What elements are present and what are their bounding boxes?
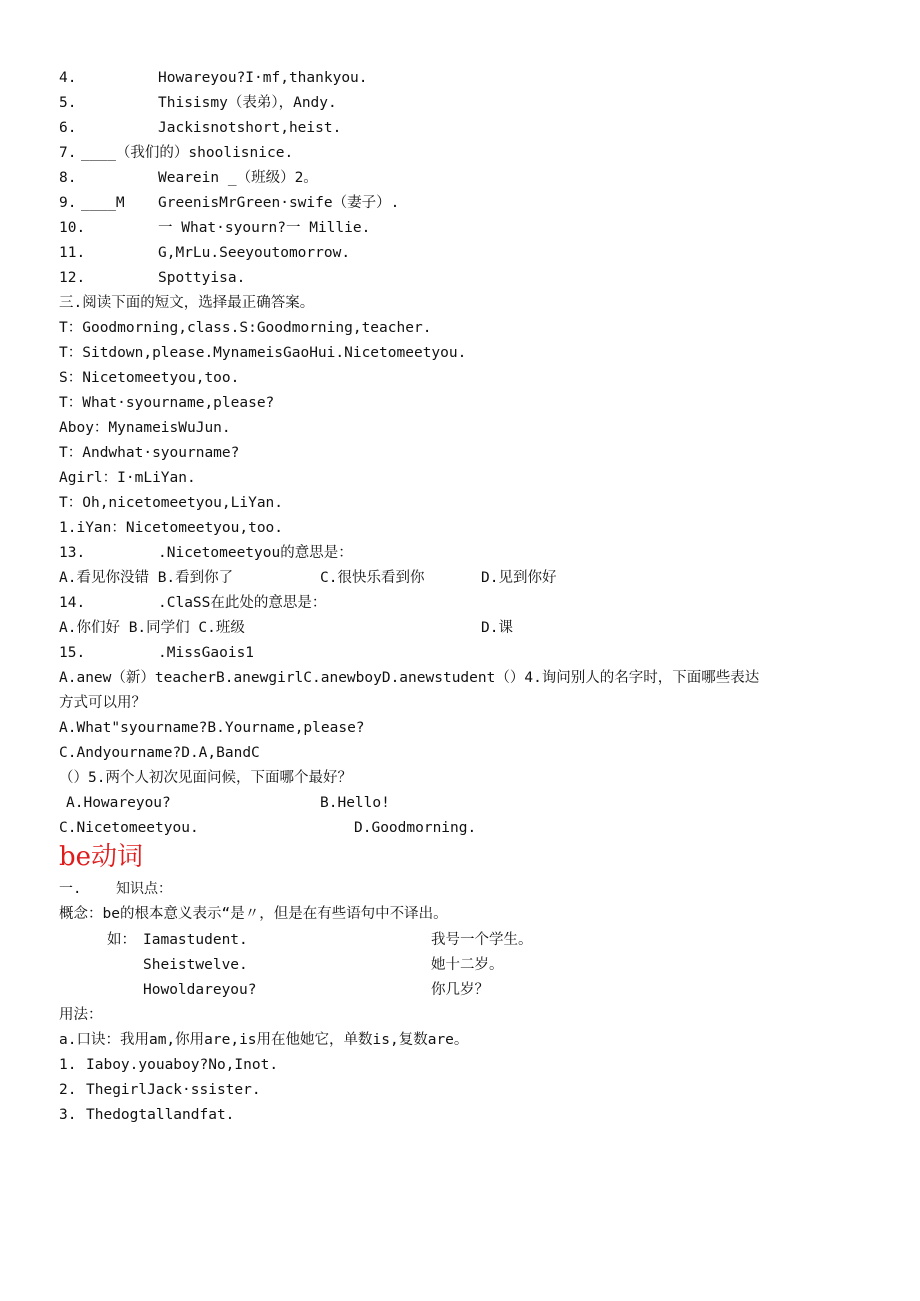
exercise-number: 2.: [59, 1082, 77, 1098]
item-text: Spottyisa.: [158, 270, 246, 286]
example-zh: 她十二岁。: [431, 957, 504, 973]
example-en: Iamastudent.: [143, 932, 248, 948]
item-number: 12.: [59, 270, 86, 286]
question-option-line: 方式可以用？: [59, 695, 146, 711]
question-option: A.看见你没错 B.看到你了: [59, 570, 234, 586]
question-number: 15.: [59, 645, 86, 661]
dialogue-line: T：Oh,nicetomeetyou,LiYan.: [59, 495, 284, 511]
exercise-text: ThegirlJack·ssister.: [86, 1082, 261, 1098]
question-option: D.见到你好: [481, 570, 557, 586]
dialogue-line: T：What·syourname,please?: [59, 395, 275, 411]
concept-line: 概念：be的根本意义表示“是〃，但是在有些语句中不译出。: [59, 906, 448, 922]
dialogue-line: 1.iYan：Nicetomeetyou,too.: [59, 520, 284, 536]
subhead-text: 知识点：: [116, 881, 172, 897]
question-stem: .MissGaois1: [158, 645, 255, 661]
examples-label: 如：: [107, 932, 136, 948]
question-option: D.Goodmorning.: [354, 820, 477, 836]
question-option-line: C.Andyourname?D.A,BandC: [59, 745, 260, 761]
item-text: Howareyou?I·mf,thankyou.: [158, 70, 368, 86]
item-number: 8.: [59, 170, 77, 186]
item-number: 7.: [59, 145, 77, 161]
dialogue-line: T：Goodmorning,class.S:Goodmorning,teacher.: [59, 320, 432, 336]
dialogue-line: S：Nicetomeetyou,too.: [59, 370, 240, 386]
question-option: C.很快乐看到你: [320, 570, 425, 586]
question-stem: .ClaSS在此处的意思是：: [158, 595, 327, 611]
item-text: ____（我们的）shoolisnice.: [81, 145, 294, 161]
exercise-text: Iaboy.youaboy?No,Inot.: [86, 1057, 279, 1073]
dialogue-line: Aboy：MynameisWuJun.: [59, 420, 231, 436]
item-text: 一 What·syourn?一 Millie.: [158, 220, 371, 236]
item-text: Jackisnotshort,heist.: [158, 120, 342, 136]
section-title: be动词: [59, 842, 144, 872]
section-heading: 三.阅读下面的短文，选择最正确答案。: [59, 295, 315, 311]
exercise-number: 1.: [59, 1057, 77, 1073]
item-number: 4.: [59, 70, 77, 86]
example-en: Sheistwelve.: [143, 957, 248, 973]
example-zh: 你几岁？: [431, 982, 489, 998]
example-zh: 我号一个学生。: [431, 932, 533, 948]
question-option: B.Hello!: [320, 795, 390, 811]
exercise-number: 3.: [59, 1107, 77, 1123]
rhyme-line: a.口诀：我用am,你用are,is用在他她它，单数is,复数are。: [59, 1032, 469, 1048]
question-stem: .Nicetomeetyou的意思是：: [158, 545, 353, 561]
dialogue-line: Agirl：I·mLiYan.: [59, 470, 196, 486]
subhead-number: 一.: [59, 881, 82, 897]
question-option: C.Nicetomeetyou.: [59, 820, 199, 836]
question-number: 13.: [59, 545, 86, 561]
question-option: A.你们好 B.同学们 C.班级: [59, 620, 245, 636]
question-option: A.Howareyou?: [66, 795, 171, 811]
dialogue-line: T：Sitdown,please.MynameisGaoHui.Nicetomeetyou.: [59, 345, 467, 361]
question-stem: （）5.两个人初次见面问候，下面哪个最好？: [59, 770, 352, 786]
item-number: 5.: [59, 95, 77, 111]
item-number: 11.: [59, 245, 86, 261]
example-en: Howoldareyou?: [143, 982, 257, 998]
question-option-line: A.What"syourname?B.Yourname,please?: [59, 720, 365, 736]
exercise-text: Thedogtallandfat.: [86, 1107, 235, 1123]
item-text: GreenisMrGreen·swife（妻子）.: [158, 195, 400, 211]
item-text: Wearein _（班级）2。: [158, 170, 318, 186]
item-blank: ____M: [81, 195, 125, 211]
question-option: D.课: [481, 620, 513, 636]
usage-label: 用法：: [59, 1007, 103, 1023]
item-number: 10.: [59, 220, 86, 236]
question-number: 14.: [59, 595, 86, 611]
item-number: 9.: [59, 195, 77, 211]
question-option-line: A.anew（新）teacherB.anewgirlC.anewboyD.anewstudent（）4.询问别人的名字时，下面哪些表达: [59, 670, 760, 686]
item-text: G,MrLu.Seeyoutomorrow.: [158, 245, 351, 261]
item-number: 6.: [59, 120, 77, 136]
dialogue-line: T：Andwhat·syourname?: [59, 445, 240, 461]
item-text: Thisismy（表弟），Andy.: [158, 95, 337, 111]
